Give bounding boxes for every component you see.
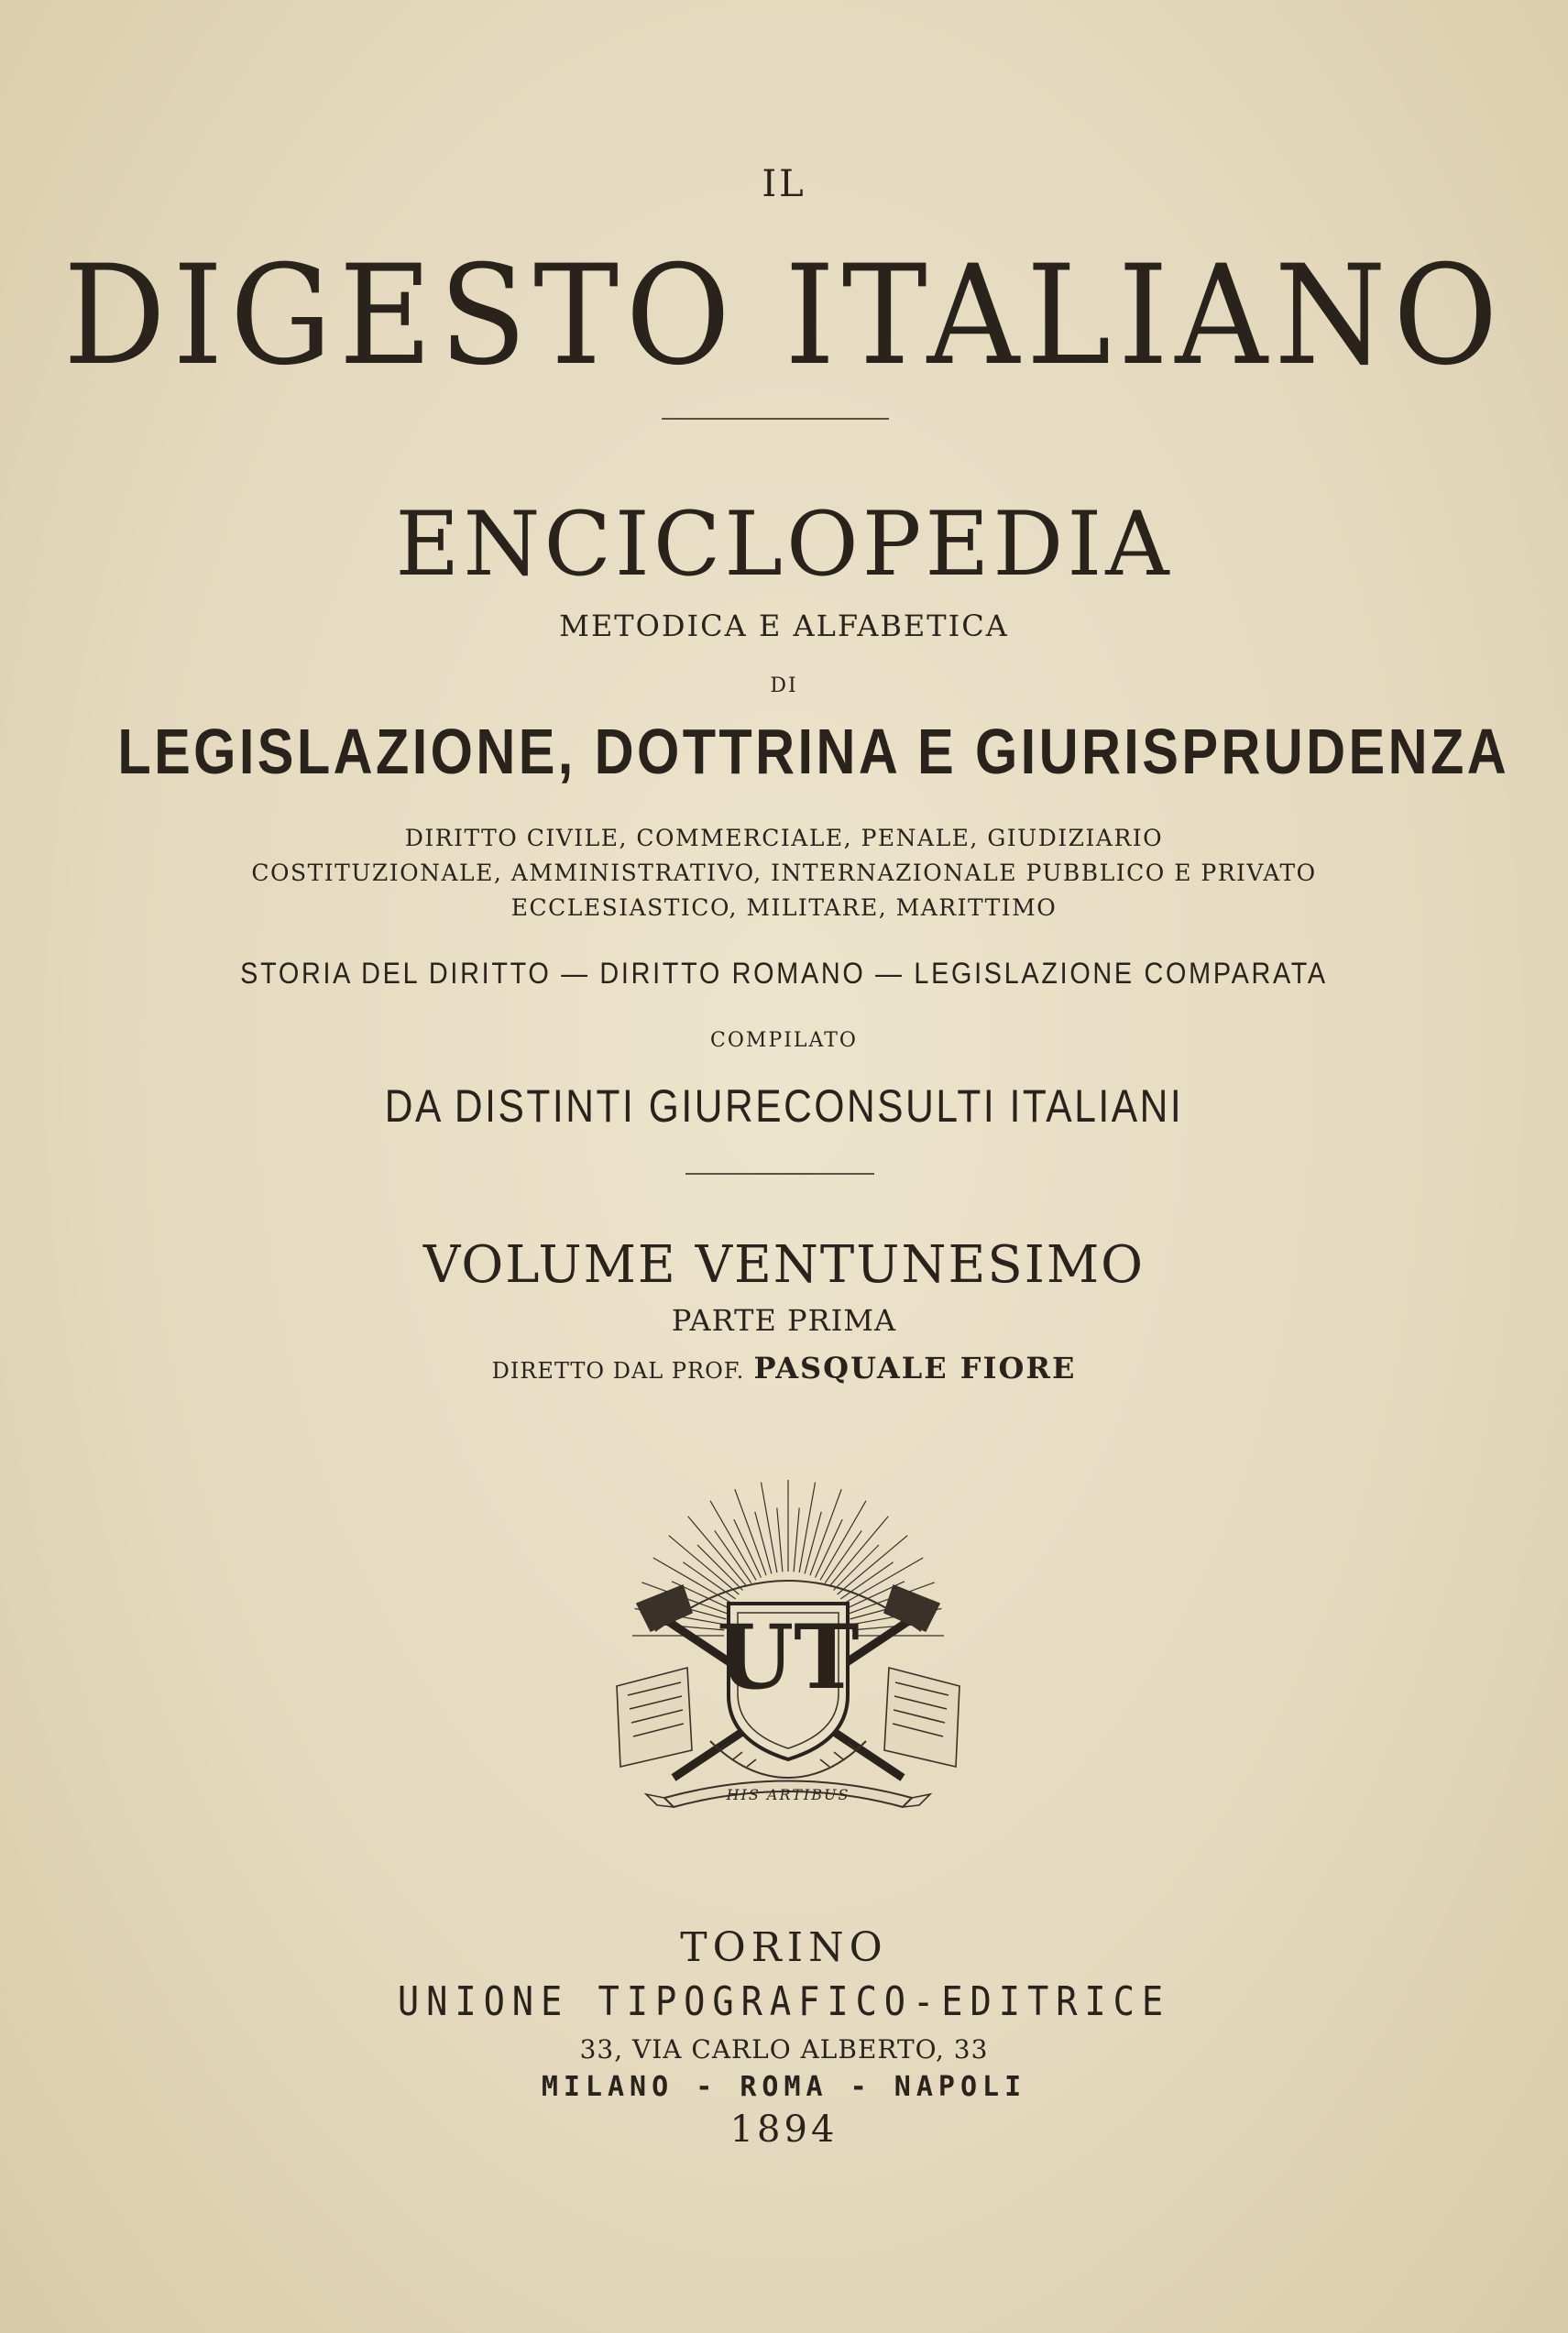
title-article: IL bbox=[762, 163, 806, 205]
subtitle-subject: LEGISLAZIONE, DOTTRINA E GIURISPRUDENZA bbox=[117, 716, 1510, 787]
branches-line: COSTITUZIONALE, AMMINISTRATIVO, INTERNAZIONALE PUBBLICO E PRIVATO bbox=[251, 860, 1317, 886]
sunburst-ray bbox=[710, 1501, 756, 1581]
imprint-year: 1894 bbox=[729, 2108, 839, 2151]
sunburst-ray bbox=[683, 1562, 735, 1599]
compilation-authors: DA DISTINTI GIURECONSULTI ITALIANI bbox=[384, 1080, 1184, 1132]
director-prefix: DIRETTO DAL PROF. bbox=[491, 1358, 745, 1384]
subtitle-descriptor: METODICA E ALFABETICA bbox=[559, 608, 1009, 643]
main-title: DIGESTO ITALIANO bbox=[63, 236, 1505, 396]
branches-line: DIRITTO CIVILE, COMMERCIALE, PENALE, GIUDIZIARIO bbox=[404, 825, 1164, 851]
imprint-address: 33, VIA CARLO ALBERTO, 33 bbox=[579, 2034, 989, 2065]
emblem-monogram: UT bbox=[717, 1605, 860, 1709]
divider-rule bbox=[685, 1173, 874, 1175]
sunburst-ray bbox=[820, 1501, 866, 1581]
imprint-city: TORINO bbox=[680, 1924, 888, 1971]
sunburst-ray bbox=[794, 1508, 799, 1572]
imprint-cities: MILANO - ROMA - NAPOLI bbox=[541, 2071, 1027, 2103]
volume-title: VOLUME VENTUNESIMO bbox=[422, 1235, 1146, 1295]
sunburst-ray bbox=[840, 1562, 893, 1599]
sunburst-ray bbox=[697, 1545, 742, 1590]
sunburst-ray bbox=[777, 1508, 783, 1572]
imprint-publisher: UNIONE TIPOGRAFICO-EDITRICE bbox=[397, 1978, 1171, 2025]
history-line: STORIA DEL DIRITTO — DIRITTO ROMANO — LEGISLAZIONE COMPARATA bbox=[240, 957, 1328, 990]
publisher-emblem-icon bbox=[600, 1475, 976, 1824]
sunburst-ray bbox=[805, 1512, 821, 1574]
sunburst-ray bbox=[799, 1483, 815, 1572]
sunburst-ray bbox=[755, 1512, 772, 1574]
sunburst-ray bbox=[761, 1483, 776, 1572]
volume-part: PARTE PRIMA bbox=[671, 1303, 897, 1338]
sunburst-ray bbox=[715, 1530, 751, 1583]
sunburst-ray bbox=[825, 1530, 861, 1583]
compilation-label: COMPILATO bbox=[710, 1029, 858, 1052]
branches-line: ECCLESIASTICO, MILITARE, MARITTIMO bbox=[510, 894, 1058, 921]
subtitle-preposition: DI bbox=[770, 674, 798, 697]
divider-rule bbox=[662, 418, 889, 420]
subtitle-heading: ENCICLOPEDIA bbox=[395, 493, 1173, 596]
emblem-motto: HIS ARTIBUS bbox=[726, 1786, 850, 1803]
director-name: PASQUALE FIORE bbox=[753, 1351, 1077, 1386]
sunburst-ray bbox=[833, 1545, 878, 1590]
volume-director bbox=[0, 1351, 1568, 1386]
